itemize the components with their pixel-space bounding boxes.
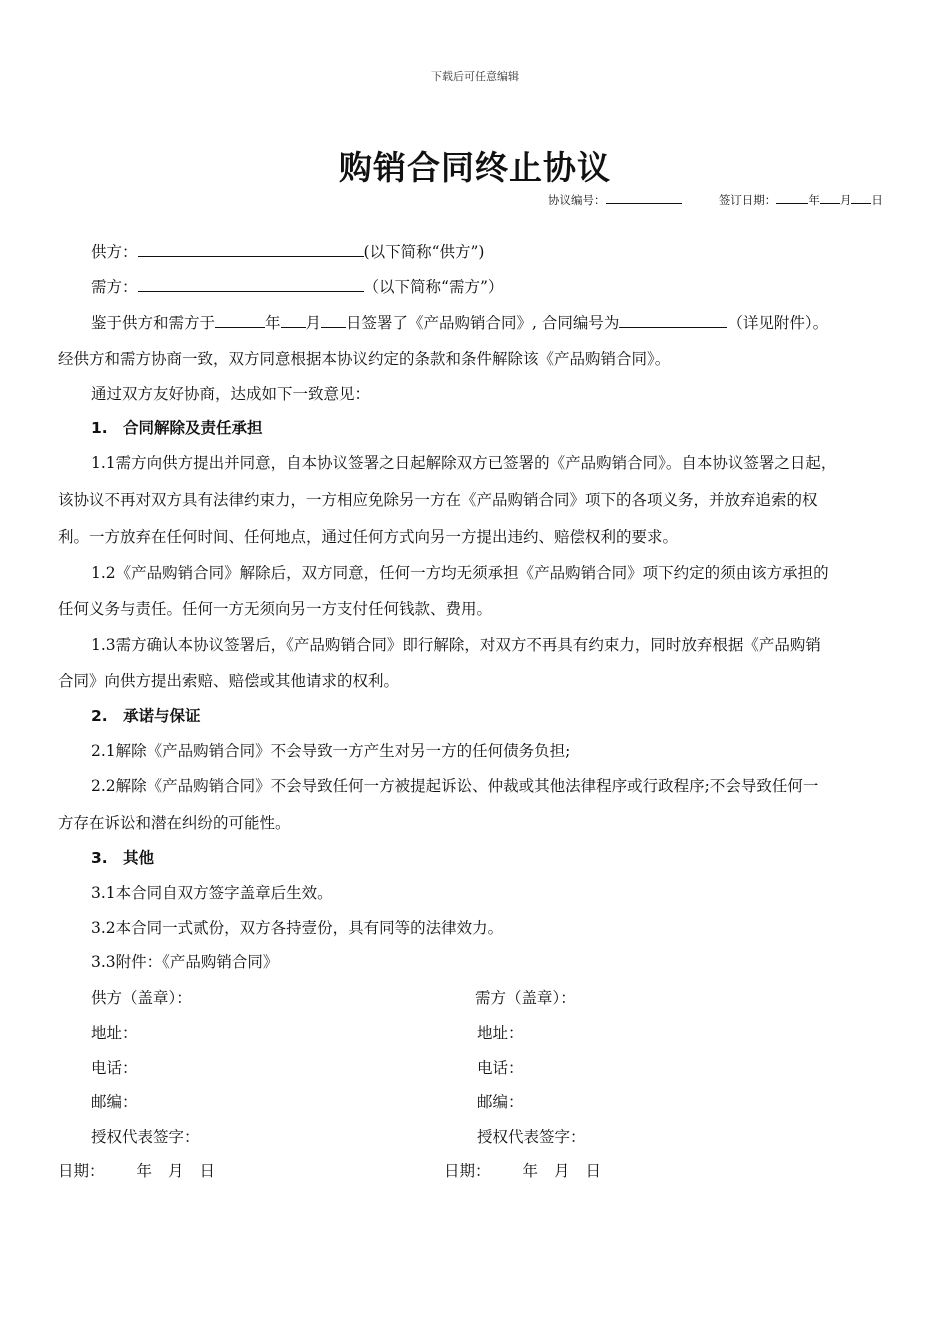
clause-1-3-line-1: 1.3需方确认本协议签署后，《产品购销合同》即行解除，对双方不再具有约束力，同时放弃根据《产品购销 — [91, 636, 821, 654]
year-text: 年 — [265, 314, 281, 332]
section-2-heading — [91, 704, 201, 726]
month-text: 月 — [554, 1162, 570, 1180]
intro-text-a: 鉴于供方和需方于 — [91, 314, 216, 332]
right-seal-label: 需方（盖章）： — [475, 989, 576, 1007]
date-label: 日期： — [58, 1162, 105, 1180]
clause-1-1-line-2: 该协议不再对双方具有法律约束力，一方相应免除另一方在《产品购销合同》项下的各项义务，并放弃追索的权 — [58, 491, 818, 509]
clause-1-3-line-2: 合同》向供方提出索赔、赔偿或其他请求的权利。 — [58, 672, 400, 690]
sign-date-label: 签订日期： — [718, 193, 777, 207]
header-note: 下载后可任意编辑 — [431, 70, 519, 83]
clause-2-1: 2.1解除《产品购销合同》不会导致一方产生对另一方的任何债务负担; — [91, 742, 571, 760]
clause-2-2-line-1: 2.2解除《产品购销合同》不会导致任何一方被提起诉讼、仲裁或其他法律程序或行政程序;不会导致任何一 — [91, 777, 819, 795]
supplier-suffix: (以下简称“供方”) — [363, 243, 485, 261]
section-title: 承诺与保证 — [123, 707, 201, 725]
clause-2-2-line-2: 方存在诉讼和潜在纠纷的可能性。 — [58, 814, 291, 832]
supplier-name-blank[interactable] — [138, 242, 364, 257]
agreement-no-blank[interactable] — [606, 193, 682, 204]
contract-year-blank[interactable] — [215, 313, 265, 328]
year-text: 年 — [808, 193, 820, 207]
clause-3-3: 3.3附件：《产品购销合同》 — [91, 953, 279, 971]
clause-3-1: 3.1本合同自双方签字盖章后生效。 — [91, 884, 333, 902]
left-seal-label: 供方（盖章）： — [91, 989, 192, 1007]
section-number: 3. — [91, 849, 108, 867]
buyer-name-blank[interactable] — [138, 277, 364, 292]
month-text: 月 — [305, 314, 322, 332]
intro-text-b: 日签署了《产品购销合同》, 合同编号为 — [346, 314, 620, 332]
supplier-label: 供方： — [91, 243, 138, 261]
buyer-line — [91, 275, 503, 297]
contract-month-blank[interactable] — [281, 313, 306, 328]
intro-line-2: 经供方和需方协商一致，双方同意根据本协议约定的条款和条件解除该《产品购销合同》。 — [58, 350, 671, 368]
agreement-meta — [548, 192, 883, 208]
right-address-label: 地址： — [477, 1024, 524, 1042]
date-label: 日期： — [444, 1162, 491, 1180]
sign-month-blank[interactable] — [820, 193, 840, 204]
buyer-suffix: （以下简称“需方”） — [363, 278, 504, 296]
right-rep-label: 授权代表签字： — [477, 1128, 586, 1146]
section-title: 其他 — [123, 849, 155, 867]
intro-text-c: （详见附件）。 — [727, 314, 829, 332]
day-text: 日 — [199, 1162, 216, 1180]
left-date-line — [58, 1159, 215, 1181]
year-text: 年 — [522, 1162, 539, 1180]
buyer-label: 需方： — [91, 278, 138, 296]
document-title: 购销合同终止协议 — [339, 148, 611, 187]
day-text: 日 — [871, 193, 883, 207]
clause-1-1-line-3: 利。一方放弃在任何时间、任何地点，通过任何方式向另一方提出违约、赔偿权利的要求。 — [58, 528, 679, 546]
day-text: 日 — [585, 1162, 602, 1180]
intro-line-1 — [91, 311, 828, 333]
right-postcode-label: 邮编： — [477, 1093, 524, 1111]
section-1-heading — [91, 416, 263, 438]
section-number: 2. — [91, 707, 108, 725]
section-title: 合同解除及责任承担 — [123, 419, 263, 437]
clause-1-2-line-2: 任何义务与责任。任何一方无须向另一方支付任何钱款、费用。 — [58, 600, 493, 618]
clause-3-2: 3.2本合同一式贰份，双方各持壹份，具有同等的法律效力。 — [91, 919, 504, 937]
sign-year-blank[interactable] — [776, 193, 808, 204]
month-text: 月 — [839, 193, 852, 207]
left-rep-label: 授权代表签字： — [91, 1128, 200, 1146]
right-phone-label: 电话： — [477, 1059, 524, 1077]
agreement-no-label: 协议编号： — [548, 193, 606, 207]
right-date-line — [444, 1159, 601, 1181]
left-postcode-label: 邮编： — [91, 1093, 138, 1111]
month-text: 月 — [168, 1162, 184, 1180]
sign-day-blank[interactable] — [851, 193, 871, 204]
contract-day-blank[interactable] — [321, 313, 346, 328]
intro-line-3: 通过双方友好协商，达成如下一致意见： — [91, 385, 371, 403]
section-number: 1. — [91, 419, 108, 437]
year-text: 年 — [136, 1162, 153, 1180]
left-phone-label: 电话： — [91, 1059, 138, 1077]
contract-no-blank[interactable] — [619, 313, 727, 328]
section-3-heading — [91, 846, 154, 868]
supplier-line — [91, 240, 484, 262]
left-address-label: 地址： — [91, 1024, 138, 1042]
clause-1-2-line-1: 1.2《产品购销合同》解除后，双方同意，任何一方均无须承担《产品购销合同》项下约定的须由该方承担的 — [91, 564, 829, 582]
clause-1-1-line-1: 1.1需方向供方提出并同意，自本协议签署之日起解除双方已签署的《产品购销合同》。自本协议签署之日起， — [91, 454, 837, 472]
